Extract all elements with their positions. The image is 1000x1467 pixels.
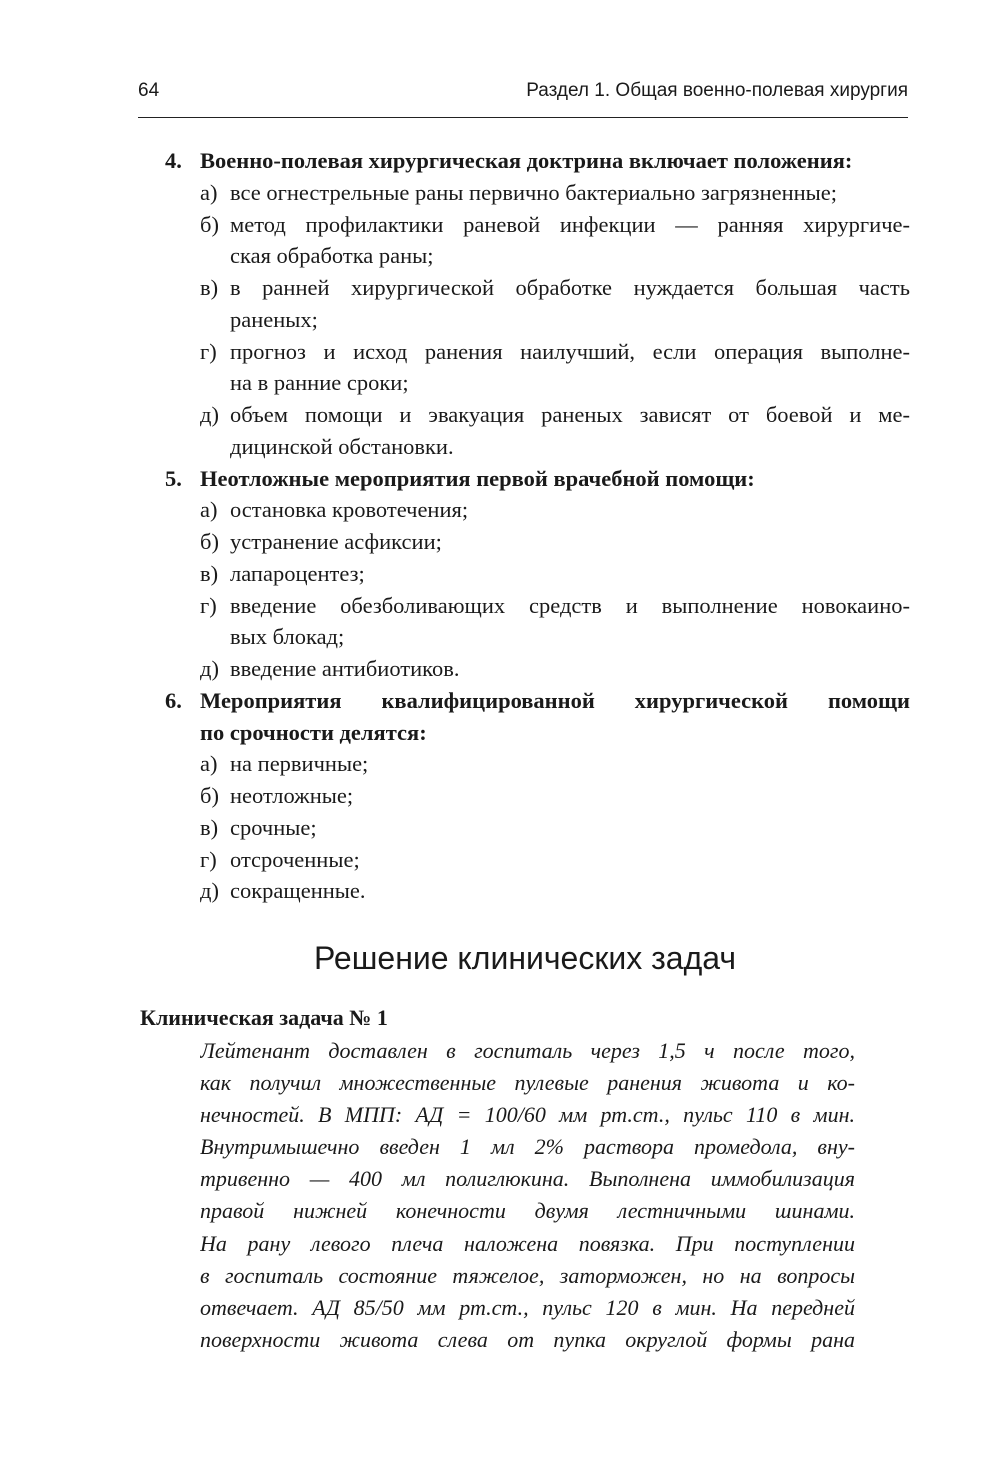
answer-option	[165, 653, 910, 685]
option-text: прогноз и исход ранения наилучший, если операция выполне-	[230, 338, 910, 364]
option-text: все огнестрельные раны первично бактериально загрязненные;	[230, 179, 838, 205]
option-text: раненых;	[230, 306, 318, 332]
answer-option	[165, 844, 910, 876]
header-rule	[138, 117, 908, 118]
answer-option	[165, 558, 910, 590]
option-letter: г)	[200, 846, 217, 872]
option-letter: г)	[200, 338, 217, 364]
option-letter: б)	[200, 529, 219, 554]
answer-option	[165, 240, 910, 272]
task-text	[200, 1035, 855, 1356]
answer-option	[165, 590, 910, 622]
answer-option	[165, 399, 910, 431]
task-text-line: как получил множественные пулевые ранения живота и ко-	[200, 1070, 855, 1096]
answer-option	[165, 272, 910, 304]
task-text-line: тривенно — 400 мл полиглюкина. Выполнена иммобилизация	[200, 1166, 855, 1192]
question-title-text: Военно-полевая хирургическая доктрина включает положения:	[200, 148, 853, 173]
answer-option	[165, 780, 910, 812]
task-text-line: нечностей. В МПП: АД = 100/60 мм рт.ст., пульс 110 в мин.	[200, 1102, 855, 1128]
test-questions	[165, 145, 910, 907]
question-number: 4.	[165, 148, 182, 173]
question-number: 5.	[165, 465, 182, 491]
answer-option	[165, 812, 910, 844]
answer-option	[165, 526, 910, 558]
option-text: сокращенные.	[230, 878, 366, 904]
option-letter: а)	[200, 497, 218, 523]
question-title-text: Мероприятия квалифицированной хирургической помощи	[200, 687, 910, 713]
page-number: 64	[138, 80, 160, 101]
option-letter: д)	[200, 402, 219, 427]
task-text-line: поверхности живота слева от пупка округлой формы рана	[200, 1326, 855, 1352]
option-letter: г)	[200, 592, 217, 618]
answer-option	[165, 367, 910, 399]
running-header	[138, 80, 908, 110]
question-title	[165, 685, 910, 717]
answer-option	[165, 304, 910, 336]
option-text: устранение асфиксии;	[230, 529, 442, 554]
task-text-line: в госпиталь состояние тяжелое, заторможен, но на вопросы	[200, 1262, 855, 1288]
answer-option	[165, 209, 910, 241]
task-text-line: На рану левого плеча наложена повязка. При поступлении	[200, 1230, 855, 1256]
answer-option	[165, 177, 910, 209]
question-title	[165, 463, 910, 495]
option-text: неотложные;	[230, 783, 354, 808]
question-title	[165, 145, 910, 177]
task-text-line: правой нижней конечности двумя лестничными шинами.	[200, 1198, 855, 1224]
option-letter: д)	[200, 878, 219, 904]
option-text: вых блокад;	[230, 624, 345, 650]
option-letter: в)	[200, 814, 219, 840]
option-text: срочные;	[230, 814, 317, 840]
answer-option	[165, 748, 910, 780]
answer-option	[165, 494, 910, 526]
option-letter: б)	[200, 211, 219, 237]
answer-option	[165, 875, 910, 907]
option-text: введение антибиотиков.	[230, 656, 460, 681]
option-text: в ранней хирургической обработке нуждается большая часть	[230, 275, 910, 300]
option-text: введение обезболивающих средств и выполнение новокаино-	[230, 592, 910, 618]
option-text: метод профилактики раневой инфекции — ранняя хирургиче-	[230, 211, 910, 237]
option-text: ская обработка раны;	[230, 243, 434, 269]
option-text: объем помощи и эвакуация раненых зависят от боевой и ме-	[230, 402, 910, 427]
running-title: Раздел 1. Общая военно-полевая хирургия	[526, 80, 908, 101]
answer-option	[165, 336, 910, 368]
option-text: остановка кровотечения;	[230, 497, 469, 523]
option-letter: д)	[200, 656, 219, 681]
option-letter: б)	[200, 783, 219, 808]
option-text: отсроченные;	[230, 846, 360, 872]
answer-option	[165, 621, 910, 653]
option-text: лапароцентез;	[230, 560, 365, 586]
question-title-text: Неотложные мероприятия первой врачебной помощи:	[200, 465, 755, 491]
option-letter: в)	[200, 275, 219, 300]
option-letter: в)	[200, 560, 219, 586]
task-title: Клиническая задача № 1	[140, 1005, 388, 1030]
section-heading: Решение клинических задач	[313, 940, 737, 976]
task-text-line: отвечает. АД 85/50 мм рт.ст., пульс 120 в мин. На передней	[200, 1294, 855, 1320]
task-text-line: Внутримышечно введен 1 мл 2% раствора промедола, вну-	[200, 1134, 855, 1160]
question-title	[165, 717, 910, 749]
task-text-line: Лейтенант доставлен в госпиталь через 1,5 ч после того,	[200, 1038, 855, 1063]
option-text: на первичные;	[230, 751, 369, 777]
option-letter: а)	[200, 179, 218, 205]
question-number: 6.	[165, 687, 182, 713]
question-title-text: по срочности делятся:	[200, 719, 427, 745]
answer-option	[165, 431, 910, 463]
option-text: на в ранние сроки;	[230, 370, 409, 396]
option-text: дицинской обстановки.	[230, 433, 454, 459]
option-letter: а)	[200, 751, 218, 777]
